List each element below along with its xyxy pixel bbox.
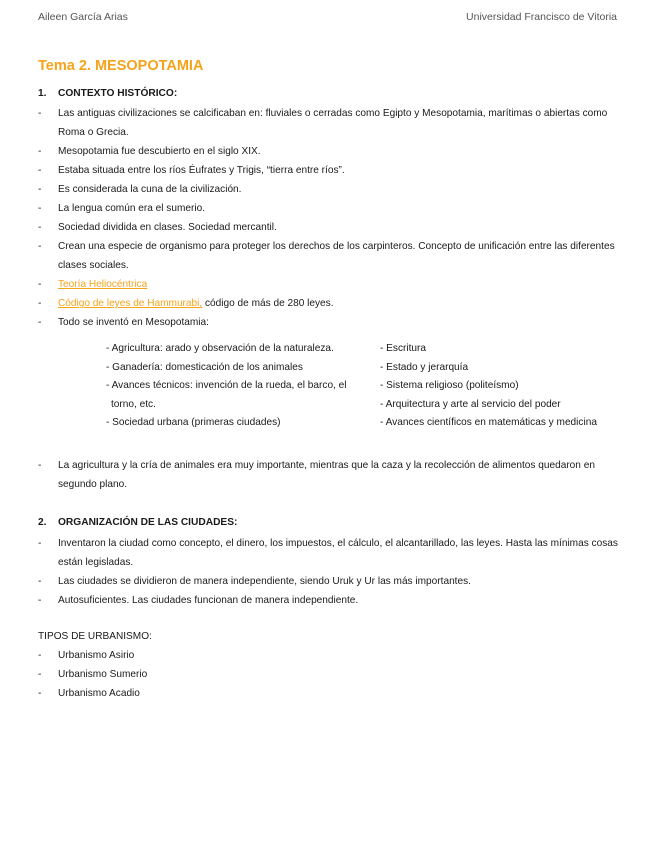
list-item-text: Urbanismo Acadio: [58, 688, 140, 699]
list-item: [38, 684, 620, 703]
urbanism-heading: TIPOS DE URBANISMO:: [38, 631, 152, 642]
section-number: 2.: [38, 517, 47, 528]
list-item-text: Las ciudades se dividieron de manera independiente, siendo Uruk y Ur las más importantes.: [58, 576, 471, 587]
list-item-text: Inventaron la ciudad como concepto, el dinero, los impuestos, el cálculo, el alcantarillado, las leyes. Hasta las mínimas cosas están legisladas.: [58, 538, 618, 568]
list-item: [38, 591, 620, 610]
invention-item: - Ganadería: domesticación de los animales: [106, 361, 303, 373]
invention-item: - Sistema religioso (politeísmo): [380, 380, 519, 391]
list-item: [38, 313, 620, 332]
list-item: [38, 104, 620, 142]
bullet-dash: -: [38, 165, 42, 176]
list-item: [38, 275, 620, 294]
list-item-text: Crean una especie de organismo para proteger los derechos de los carpinteros. Concepto de unificación entre las diferentes clases sociales.: [58, 241, 615, 271]
bullet-dash: -: [38, 538, 42, 549]
list-item: [38, 199, 620, 218]
list-item-text: La lengua común era el sumerio.: [58, 203, 206, 214]
list-item-text: Las antiguas civilizaciones se calcificaban en: fluviales o cerradas como Egipto y Mesopotamia, marítimas o abiertas como Roma o Grecia.: [58, 108, 608, 138]
list-item-text: Urbanismo Asirio: [58, 650, 135, 661]
list-item: [38, 665, 620, 684]
section-heading-context: [38, 88, 177, 99]
list-item-text: Autosuficientes. Las ciudades funcionan de manera independiente.: [58, 595, 359, 606]
list-item: [38, 534, 620, 572]
section-heading-cities: [38, 517, 237, 528]
list-item: [38, 142, 620, 161]
bullet-dash: -: [38, 279, 42, 290]
bullet-dash: -: [38, 203, 42, 214]
bullet-dash: -: [38, 688, 42, 699]
list-item-text: Es considerada la cuna de la civilización.: [58, 184, 242, 195]
bullet-dash: -: [38, 576, 42, 587]
bullet-dash: -: [38, 460, 42, 471]
list-item: [38, 161, 620, 180]
invention-item: - Escritura: [380, 343, 426, 354]
bullet-dash: -: [38, 669, 42, 680]
hammurabi-code-link[interactable]: Código de leyes de Hammurabi,: [58, 298, 203, 309]
list-item: [38, 646, 620, 665]
inventions-right-column: [380, 340, 597, 433]
bullet-dash: -: [38, 108, 42, 119]
hammurabi-description: código de más de 280 leyes.: [202, 298, 334, 309]
list-item: [38, 180, 620, 199]
section-title: CONTEXTO HISTÓRICO:: [58, 88, 178, 99]
list-item-text: Mesopotamia fue descubierto en el siglo XIX.: [58, 146, 261, 157]
header-university: Universidad Francisco de Vitoria: [466, 11, 617, 23]
inventions-left-column: [106, 340, 347, 433]
heliocentric-theory-link[interactable]: Teoría Heliocéntrica: [58, 279, 148, 290]
bullet-dash: -: [38, 222, 42, 233]
bullet-dash: -: [38, 317, 42, 328]
bullet-dash: -: [38, 595, 42, 606]
bullet-dash: -: [38, 241, 42, 252]
list-item: [38, 572, 620, 591]
list-item: [38, 456, 620, 494]
invention-item: - Avances técnicos: invención de la rueda, el barco, el: [106, 380, 347, 391]
bullet-dash: -: [38, 146, 42, 157]
section-number: 1.: [38, 88, 47, 99]
list-item: [38, 294, 620, 313]
invention-item: - Estado y jerarquía: [380, 361, 469, 373]
invention-item: torno, etc.: [111, 398, 156, 410]
list-item: [38, 237, 620, 275]
list-item-text: Estaba situada entre los ríos Éufrates y Trigis, “tierra entre ríos”.: [58, 165, 345, 176]
bullet-dash: -: [38, 184, 42, 195]
invention-item: - Sociedad urbana (primeras ciudades): [106, 417, 281, 428]
page-title: Tema 2. MESOPOTAMIA: [38, 58, 204, 74]
invention-item: - Arquitectura y arte al servicio del poder: [380, 398, 561, 410]
invention-item: - Agricultura: arado y observación de la naturaleza.: [106, 343, 334, 354]
invention-item: - Avances científicos en matemáticas y medicina: [380, 417, 597, 428]
section-title: ORGANIZACIÓN DE LAS CIUDADES:: [58, 517, 238, 528]
list-item-text: Urbanismo Sumerio: [58, 669, 148, 680]
header-author: Aileen García Arias: [38, 11, 128, 23]
bullet-dash: -: [38, 298, 42, 309]
list-item-text: La agricultura y la cría de animales era muy importante, mientras que la caza y la recolección de alimentos quedaron en segundo plano.: [58, 460, 595, 490]
bullet-dash: -: [38, 650, 42, 661]
list-item: [38, 218, 620, 237]
list-item-text: Sociedad dividida en clases. Sociedad mercantil.: [58, 222, 277, 233]
list-item-text: Todo se inventó en Mesopotamia:: [58, 317, 209, 328]
